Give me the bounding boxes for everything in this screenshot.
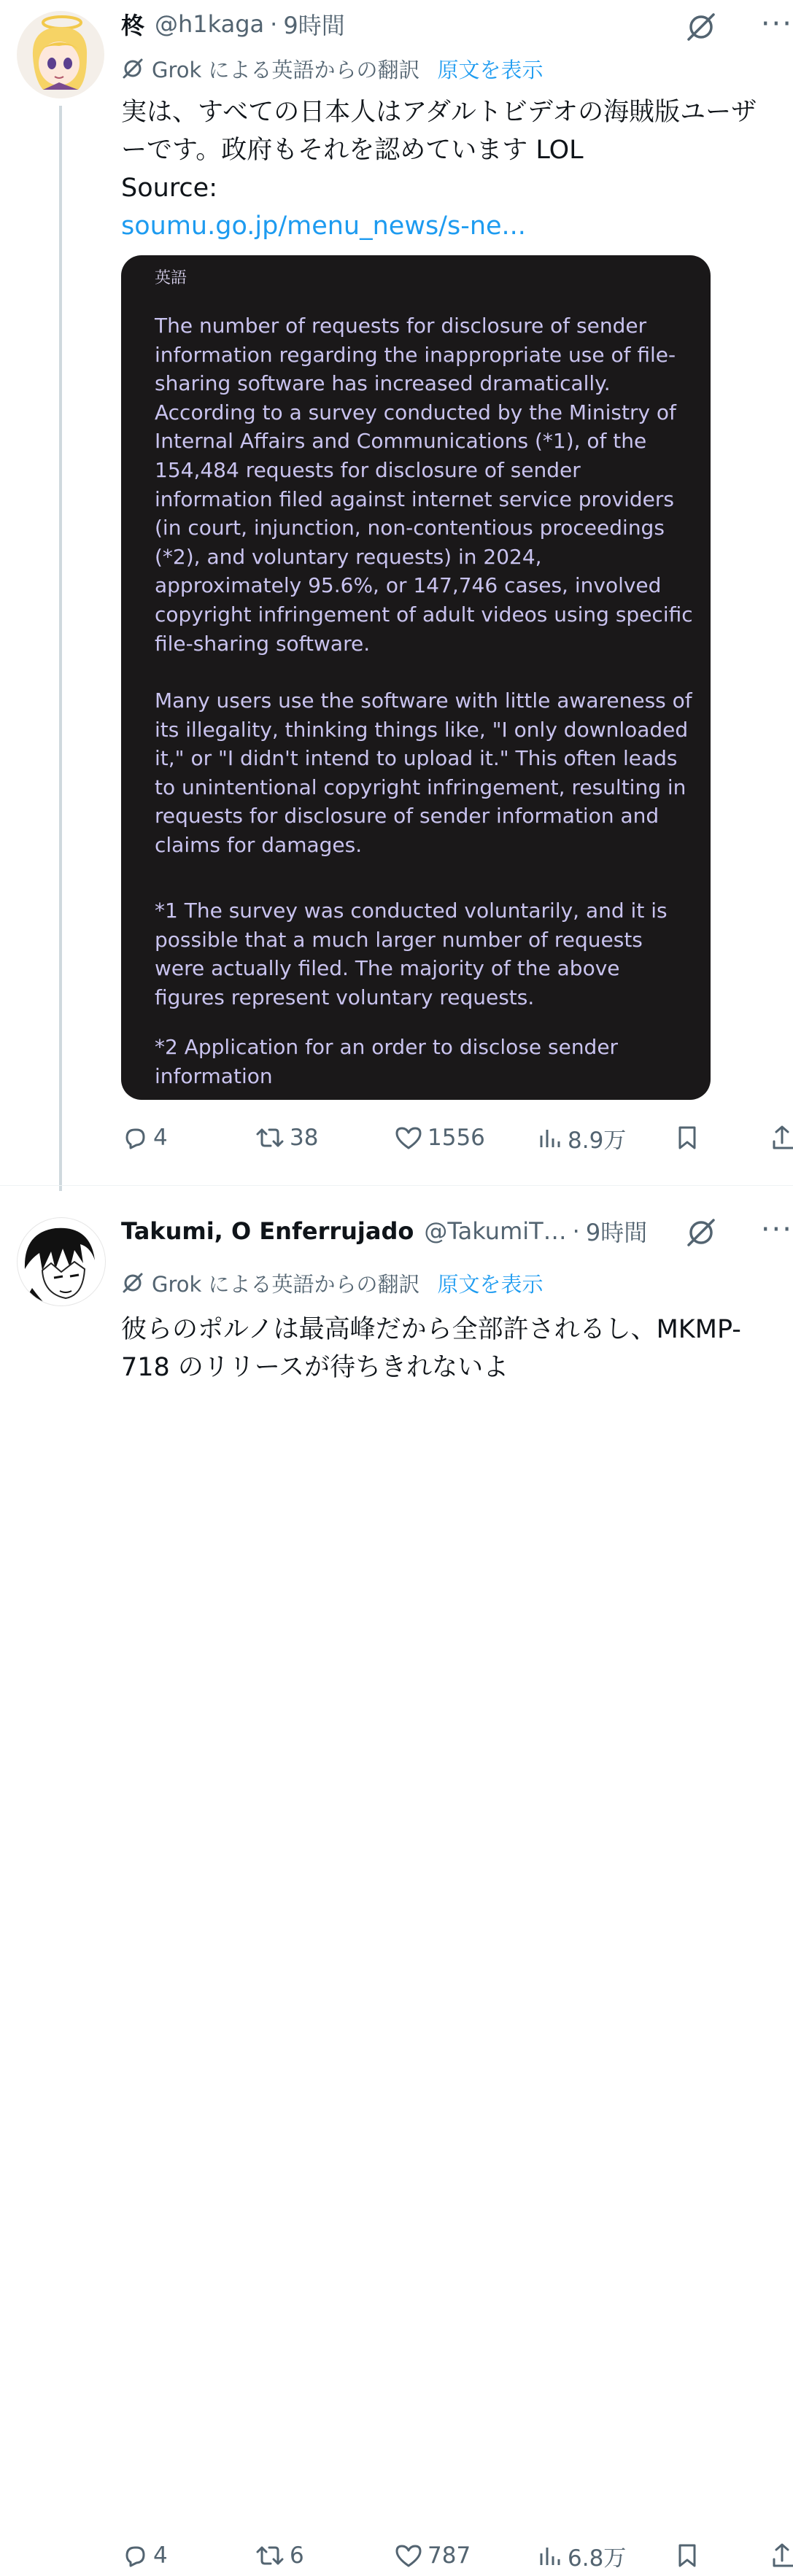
- bookmark-button[interactable]: [675, 2535, 704, 2576]
- repost-button[interactable]: [255, 1117, 318, 1158]
- share-icon: [772, 1124, 793, 1152]
- media-paragraph: The number of requests for disclosure of sender information regarding the inappropriate use of file-sharing software has increased dramatically. According to a survey conducted by the Ministry of Internal Affairs and Communications (*1), of the 154,484 requests for disclosure of sender information filed against internet service providers (in court, injunction, non-contentious proceedings (*2), and voluntary requests) in 2024, approximately 95.6%, or 147,746 cases, involved copyright infringement of adult videos using specific file-sharing software.: [155, 314, 693, 656]
- display-name[interactable]: Takumi, O Enferrujado: [121, 1217, 414, 1245]
- like-icon: [394, 2542, 423, 2569]
- like-button[interactable]: [394, 2535, 471, 2576]
- more-dots-icon[interactable]: ···: [760, 7, 793, 41]
- repost-count: 38: [290, 1125, 319, 1151]
- views-icon: [538, 1124, 563, 1152]
- media-paragraph: *1 The survey was conducted voluntarily, and it is possible that a much larger number of requests were actually filed. The majority of the above figures represent voluntary requests.: [155, 899, 668, 1009]
- views-count: 8.9万: [568, 1127, 627, 1154]
- grok-translate-icon: [121, 1271, 144, 1295]
- like-icon: [394, 1124, 423, 1152]
- separator-dot: ·: [270, 10, 278, 38]
- translation-label: Grok による英語からの翻訳: [152, 57, 420, 82]
- bookmark-icon: [675, 1124, 700, 1152]
- post-divider: [0, 1185, 793, 1186]
- bookmark-icon: [675, 2542, 700, 2569]
- translation-bar: [121, 1267, 544, 1299]
- source-label: Source:: [121, 174, 218, 203]
- more-dots-icon[interactable]: ···: [760, 1213, 793, 1246]
- translation-label: Grok による英語からの翻訳: [152, 1271, 420, 1297]
- post-header: [121, 6, 345, 42]
- repost-icon: [255, 1124, 285, 1152]
- source-link[interactable]: soumu.go.jp/menu_news/s-ne...: [121, 212, 526, 241]
- timestamp[interactable]: 9時間: [585, 1219, 648, 1246]
- reply-count: 4: [153, 2542, 168, 2569]
- post-text: [121, 1311, 778, 1386]
- timestamp[interactable]: 9時間: [283, 12, 345, 39]
- repost-count: 6: [290, 2542, 304, 2569]
- handle[interactable]: @TakumiT…: [424, 1217, 567, 1245]
- media-image[interactable]: [121, 255, 711, 1100]
- media-language-label: 英語: [155, 269, 187, 287]
- media-paragraph: *2 Application for an order to disclose sender information: [155, 1035, 619, 1088]
- post-body: 実は、すべての日本人はアダルトビデオの海賊版ユーザーです。政府もそれを認めています LOL: [121, 98, 757, 165]
- like-button[interactable]: [394, 1117, 485, 1158]
- like-count: 1556: [428, 1125, 485, 1151]
- post-body: 彼らのポルノは最高峰だから全部許されるし、MKMP-718 のリリースが待ちきれないよ: [121, 1315, 741, 1382]
- thread-line: [59, 106, 62, 1191]
- separator-dot: ·: [572, 1217, 580, 1245]
- action-bar: [121, 1117, 793, 1158]
- bookmark-button[interactable]: [675, 1117, 704, 1158]
- grok-translate-icon: [121, 57, 144, 80]
- views-count: 6.8万: [568, 2545, 627, 2572]
- handle[interactable]: @h1kaga: [155, 10, 265, 38]
- show-original-link[interactable]: 原文を表示: [437, 1271, 544, 1297]
- share-icon: [772, 2542, 793, 2569]
- reply-icon: [121, 1124, 149, 1152]
- grok-slash-icon[interactable]: [684, 1216, 718, 1249]
- avatar[interactable]: [17, 11, 104, 98]
- reply-icon: [121, 2542, 149, 2569]
- translation-bar: [121, 53, 544, 85]
- repost-button[interactable]: [255, 2535, 304, 2576]
- media-paragraph: Many users use the software with little awareness of its illegality, thinking things like, "I only downloaded it," or "I didn't intend to upload it." This often leads to unintentional copyright infringement, resulting in requests for disclosure of sender information and claims for damages.: [155, 688, 692, 857]
- show-original-link[interactable]: 原文を表示: [437, 57, 544, 82]
- views-button[interactable]: [538, 1117, 626, 1158]
- reply-button[interactable]: [121, 1117, 168, 1158]
- grok-slash-icon[interactable]: [684, 10, 718, 44]
- reply-button[interactable]: [121, 2535, 168, 2576]
- share-button[interactable]: [772, 2535, 793, 2576]
- post-header: [121, 1213, 647, 1249]
- display-name[interactable]: 柊: [121, 12, 145, 39]
- repost-icon: [255, 2542, 285, 2569]
- reply-count: 4: [153, 1125, 168, 1151]
- views-button[interactable]: [538, 2535, 626, 2576]
- views-icon: [538, 2542, 563, 2569]
- share-button[interactable]: [772, 1117, 793, 1158]
- like-count: 787: [428, 2542, 471, 2569]
- post-text: [121, 93, 778, 245]
- avatar[interactable]: [17, 1217, 106, 1306]
- action-bar: [121, 2535, 793, 2576]
